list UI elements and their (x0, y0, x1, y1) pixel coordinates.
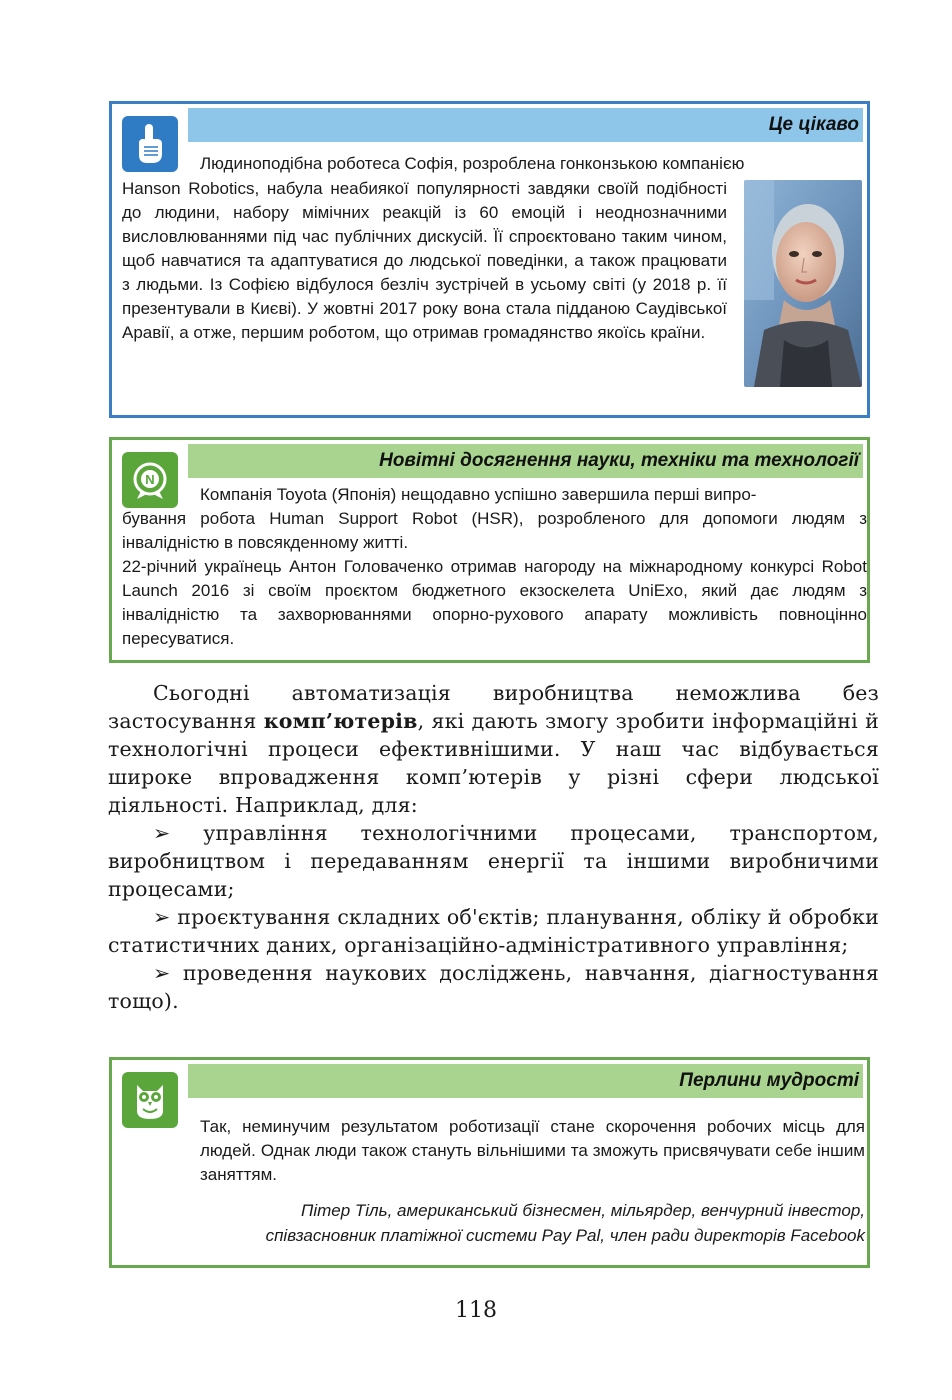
news-box-header: Новітні досягнення науки, техніки та технології (188, 444, 863, 478)
news-first-line: Компанія Toyota (Японія) нещодавно успішно завершила перші випро- (200, 485, 757, 504)
main-text (108, 679, 879, 1015)
wisdom-author (152, 1198, 865, 1248)
intro-text-start: Сьогодні автоматизація виробництва неможлива без застосування (108, 681, 879, 733)
interesting-box (109, 101, 870, 418)
wisdom-author-line-1: Пітер Тіль, американський бізнесмен, мільярдер, венчурний інвестор, (301, 1201, 865, 1220)
bullet-item (108, 819, 879, 903)
bullet-item (108, 903, 879, 959)
bullet-arrow-icon: ➢ (153, 905, 171, 929)
n-badge-icon (122, 452, 178, 508)
news-toyota-text: бування робота Human Support Robot (HSR), розробленого для допомоги людям з інвалідністю в повсякденному житті. (122, 509, 867, 552)
sofia-robot-photo (744, 180, 862, 387)
pointing-hand-icon (122, 116, 178, 172)
wisdom-quote-text: Так, неминучим результатом роботизації стане скорочення робочих місць для людей. Однак люди також стануть вільнішими та зможуть присвячувати себе іншим заняттям. (200, 1117, 865, 1184)
bullet-arrow-icon: ➢ (153, 961, 171, 985)
bullet-text: проведення наукових досліджень, навчання, діагностування тощо). (108, 961, 879, 1013)
bullet-item (108, 959, 879, 1015)
intro-text-end: , які дають змогу зробити інформаційні й технологічні процеси ефективнішими. У наш час відбувається широке впровадження комп’ютерів у різні сфери людської діяльності. Наприклад, для: (108, 709, 879, 817)
interesting-box-header: Це цікаво (188, 108, 863, 142)
page-number: 118 (455, 1298, 497, 1323)
intro-keyword: комп’ютерів (263, 709, 418, 733)
news-uniexo-text: 22-річний українець Антон Головаченко отримав нагороду на міжнародному конкурсі Robot Launch 2016 зі своїм проєктом бюджетного екзоскелета UniExo, який дає людям з інвалідністю та захворюваннями опорно-рухового апарату можливість повноцінно пересуватися. (122, 557, 867, 648)
news-paragraphs (122, 507, 867, 651)
bullet-text: управління технологічними процесами, транспортом, виробництвом і передаванням енергії та іншими виробничими процесами; (108, 821, 879, 901)
sofia-paragraph: Hanson Robotics, набула неабиякої популярності завдяки своїй подібності до людини, набору мімічних реакцій із 60 емоцій і неоднозначними висловлюваннями під час публічних дискусій. Її спроєктовано таким чином, щоб навчатися та адаптуватися до людської поведінки, а також працювати з людьми. Із Софією відбулося безліч зустрічей в усьому світі (у 2018 р. її презентували в Києві). У жовтні 2017 року вона стала підданою Саудівської Аравії, а отже, першим роботом, що отримав громадянство якоїсь країни. (122, 179, 727, 342)
wisdom-box (109, 1057, 870, 1268)
wisdom-author-line-2: співзасновник платіжної системи Pay Pal, член ради директорів Facebook (265, 1226, 865, 1245)
wisdom-box-header: Перлини мудрості (188, 1064, 863, 1098)
svg-text:N: N (145, 472, 155, 487)
news-box (109, 437, 870, 663)
bullet-arrow-icon: ➢ (153, 821, 171, 845)
bullet-text: проєктування складних об'єктів; планування, обліку й обробки статистичних даних, організаційно-адміністративного управління; (108, 905, 879, 957)
owl-icon (122, 1072, 178, 1128)
intro-paragraph (108, 679, 879, 819)
sofia-first-line: Людиноподібна роботеса Софія, розроблена гонконзькою компанією (200, 154, 745, 173)
